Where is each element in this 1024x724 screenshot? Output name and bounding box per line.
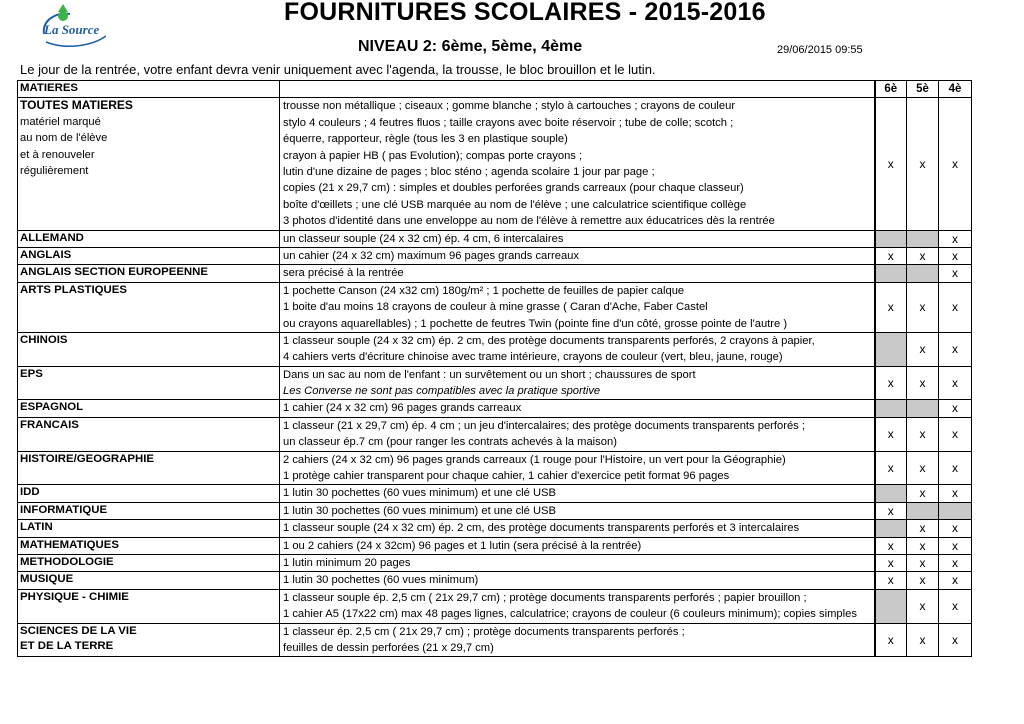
- item-line: 1 classeur (21 x 29,7 cm) ép. 4 cm ; un jeu d'intercalaires; des protège documents transparents perforés ;: [283, 419, 805, 432]
- matiere-label: METHODOLOGIE: [20, 556, 114, 569]
- level-mark-l5: x: [907, 366, 939, 400]
- item-line: 1 cahier A5 (17x22 cm) max 48 pages lignes, calculatrice; crayons de couleur (6 couleurs minimum); copies simples: [283, 608, 857, 621]
- header-row: [18, 81, 972, 98]
- level-mark-l4: x: [939, 265, 972, 282]
- item-line: Dans un sac au nom de l'enfant : un survêtement ou un short ; chaussures de sport: [283, 368, 696, 381]
- items-cell: [280, 520, 875, 537]
- matiere-line: régulièrement: [20, 164, 89, 177]
- level-mark-l5: x: [907, 417, 939, 451]
- column-header-items: [280, 81, 875, 98]
- level-mark-l4: x: [939, 572, 972, 589]
- level-mark-l4: x: [939, 537, 972, 554]
- matiere-label: HISTOIRE/GEOGRAPHIE: [20, 452, 154, 465]
- level-mark-l5: [907, 502, 939, 519]
- level-mark-l5: x: [907, 555, 939, 572]
- item-line: boîte d'œillets ; une clé USB marquée au nom de l'élève ; une calculatrice scientifique collège: [283, 198, 747, 211]
- item-line: 1 classeur ép. 2,5 cm ( 21x 29,7 cm) ; protège documents transparents perforés ;: [283, 625, 685, 638]
- level-mark-l4: [939, 502, 972, 519]
- items-cell: [280, 332, 875, 366]
- level-mark-l6: x: [875, 98, 907, 230]
- column-header-5e: 5è: [907, 81, 939, 98]
- matiere-cell: [18, 247, 280, 264]
- level-mark-l4: x: [939, 282, 972, 332]
- level-mark-l4: x: [939, 451, 972, 485]
- table-row: [18, 400, 972, 417]
- items-cell: [280, 485, 875, 502]
- matiere-label: ET DE LA TERRE: [20, 640, 114, 653]
- level-mark-l5: [907, 265, 939, 282]
- item-line: 1 ou 2 cahiers (24 x 32cm) 96 pages et 1 lutin (sera précisé à la rentrée): [283, 539, 642, 552]
- table-row: [18, 247, 972, 264]
- level-mark-l4: x: [939, 520, 972, 537]
- item-line: un cahier (24 x 32 cm) maximum 96 pages grands carreaux: [283, 249, 579, 262]
- item-line: copies (21 x 29,7 cm) : simples et doubles perforées grands carreaux (pour chaque classeur): [283, 182, 744, 195]
- level-mark-l4: x: [939, 555, 972, 572]
- item-line: 1 classeur souple ép. 2,5 cm ( 21x 29,7 cm) ; protège documents transparents perforés ; papier brouillon ;: [283, 591, 807, 604]
- level-mark-l5: [907, 230, 939, 247]
- matiere-cell: [18, 332, 280, 366]
- item-line: 1 pochette Canson (24 x32 cm) 180g/m² ; 1 pochette de feuilles de papier calque: [283, 284, 685, 297]
- matiere-cell: [18, 417, 280, 451]
- level-mark-l6: x: [875, 623, 907, 657]
- level-mark-l6: x: [875, 417, 907, 451]
- item-line: stylo 4 couleurs ; 4 feutres fluos ; taille crayons avec boite réservoir ; tube de colle; scotch ;: [283, 116, 734, 129]
- level-mark-l6: [875, 589, 907, 623]
- matiere-cell: [18, 537, 280, 554]
- items-cell: [280, 366, 875, 400]
- page-title: FOURNITURES SCOLAIRES - 2015-2016: [284, 0, 766, 26]
- level-mark-l5: x: [907, 282, 939, 332]
- matiere-label: IDD: [20, 486, 40, 499]
- matiere-label: ANGLAIS: [20, 248, 72, 261]
- matiere-cell: [18, 366, 280, 400]
- matiere-cell: [18, 400, 280, 417]
- matiere-cell: [18, 282, 280, 332]
- matiere-line: et à renouveler: [20, 148, 95, 161]
- column-header-6e: 6è: [875, 81, 907, 98]
- matiere-label: EPS: [20, 367, 43, 380]
- items-cell: [280, 247, 875, 264]
- level-mark-l6: [875, 332, 907, 366]
- matiere-cell: [18, 555, 280, 572]
- items-cell: [280, 555, 875, 572]
- level-mark-l6: x: [875, 282, 907, 332]
- items-cell: [280, 623, 875, 657]
- item-line: 3 photos d'identité dans une enveloppe au nom de l'élève à remettre aux éducatrices dès la rentrée: [283, 215, 775, 228]
- item-line: lutin d'une dizaine de pages ; bloc sténo ; agenda scolaire 1 jour par page ;: [283, 165, 655, 178]
- matiere-cell: [18, 502, 280, 519]
- level-mark-l4: x: [939, 230, 972, 247]
- item-line: 1 classeur souple (24 x 32 cm) ép. 2 cm, des protège documents transparents perforés et 3 intercalaires: [283, 522, 800, 535]
- level-mark-l4: x: [939, 589, 972, 623]
- level-mark-l5: x: [907, 589, 939, 623]
- matiere-label: MATHEMATIQUES: [20, 538, 119, 551]
- matiere-label: SCIENCES DE LA VIE: [20, 624, 137, 637]
- level-mark-l5: x: [907, 332, 939, 366]
- matiere-label: ESPAGNOL: [20, 401, 84, 414]
- items-cell: [280, 98, 875, 230]
- matiere-cell: [18, 451, 280, 485]
- level-mark-l5: x: [907, 247, 939, 264]
- item-line: équerre, rapporteur, règle (tous les 3 en plastique souple): [283, 133, 568, 146]
- item-line: trousse non métallique ; ciseaux ; gomme blanche ; stylo à cartouches ; crayons de couleur: [283, 100, 736, 113]
- level-mark-l6: [875, 485, 907, 502]
- table-row: [18, 555, 972, 572]
- table-row: [18, 572, 972, 589]
- item-line: 1 lutin 30 pochettes (60 vues minimum): [283, 574, 479, 587]
- item-line: 1 classeur souple (24 x 32 cm) ép. 2 cm, des protège documents transparents perforés, 2 crayons à papier,: [283, 334, 815, 347]
- table-row: [18, 282, 972, 332]
- level-mark-l5: [907, 400, 939, 417]
- item-line: feuilles de dessin perforées (21 x 29,7 cm): [283, 642, 494, 655]
- column-header-matieres: MATIERES: [18, 81, 280, 98]
- logo-text: La Source: [44, 22, 100, 37]
- items-cell: [280, 400, 875, 417]
- level-mark-l6: x: [875, 572, 907, 589]
- level-mark-l4: x: [939, 332, 972, 366]
- page-subtitle: NIVEAU 2: 6ème, 5ème, 4ème: [358, 38, 583, 55]
- items-cell: [280, 282, 875, 332]
- table-row: [18, 230, 972, 247]
- items-cell: [280, 451, 875, 485]
- level-mark-l5: x: [907, 451, 939, 485]
- matiere-label: ARTS PLASTIQUES: [20, 283, 127, 296]
- matiere-label: MUSIQUE: [20, 573, 74, 586]
- item-line: sera précisé à la rentrée: [283, 267, 404, 280]
- item-line: un classeur souple (24 x 32 cm) ép. 4 cm, 6 intercalaires: [283, 232, 564, 245]
- level-mark-l6: [875, 230, 907, 247]
- level-mark-l6: [875, 520, 907, 537]
- table-row: [18, 502, 972, 519]
- level-mark-l4: x: [939, 400, 972, 417]
- table-row: [18, 537, 972, 554]
- level-mark-l4: x: [939, 366, 972, 400]
- level-mark-l6: x: [875, 451, 907, 485]
- item-line: 1 lutin minimum 20 pages: [283, 557, 411, 570]
- item-line: 1 lutin 30 pochettes (60 vues minimum) et une clé USB: [283, 504, 556, 517]
- level-mark-l4: x: [939, 98, 972, 230]
- items-cell: [280, 589, 875, 623]
- level-mark-l4: x: [939, 623, 972, 657]
- items-cell: [280, 417, 875, 451]
- level-mark-l5: x: [907, 520, 939, 537]
- item-line: 4 cahiers verts d'écriture chinoise avec trame intérieure, crayons de couleur (vert, bleu, jaune, rouge): [283, 351, 783, 364]
- item-line: un classeur ép.7 cm (pour ranger les contrats achevés à la maison): [283, 436, 617, 449]
- item-line: 1 protège cahier transparent pour chaque cahier, 1 cahier d'exercice petit format 96 pages: [283, 470, 730, 483]
- table-row: [18, 332, 972, 366]
- matiere-label: ALLEMAND: [20, 231, 84, 244]
- item-line: crayon à papier HB ( pas Evolution); compas porte crayons ;: [283, 149, 583, 162]
- level-mark-l6: x: [875, 366, 907, 400]
- table-row-toutes-matieres: [18, 98, 972, 230]
- notice-text: Le jour de la rentrée, votre enfant devra venir uniquement avec l'agenda, la trousse, le bloc brouillon et le lutin.: [20, 62, 656, 77]
- level-mark-l5: x: [907, 623, 939, 657]
- matiere-cell: [18, 98, 280, 230]
- table-row: [18, 520, 972, 537]
- table-row: [18, 451, 972, 485]
- matiere-cell: [18, 623, 280, 657]
- items-cell: [280, 502, 875, 519]
- table-row: [18, 485, 972, 502]
- level-mark-l6: x: [875, 555, 907, 572]
- item-line: 1 lutin 30 pochettes (60 vues minimum) et une clé USB: [283, 487, 556, 500]
- level-mark-l4: x: [939, 247, 972, 264]
- matiere-cell: [18, 485, 280, 502]
- matiere-label: LATIN: [20, 521, 53, 534]
- level-mark-l6: [875, 265, 907, 282]
- table-row: [18, 417, 972, 451]
- table-row: [18, 589, 972, 623]
- item-line: 2 cahiers (24 x 32 cm) 96 pages grands carreaux (1 rouge pour l'Histoire, un vert pour la Géographie): [283, 453, 786, 466]
- level-mark-l5: x: [907, 98, 939, 230]
- matiere-cell: [18, 265, 280, 282]
- matiere-label: CHINOIS: [20, 333, 68, 346]
- matiere-label: INFORMATIQUE: [20, 503, 108, 516]
- level-mark-l5: x: [907, 485, 939, 502]
- items-cell: [280, 230, 875, 247]
- item-line: Les Converse ne sont pas compatibles avec la pratique sportive: [283, 385, 601, 398]
- items-cell: [280, 537, 875, 554]
- level-mark-l4: x: [939, 485, 972, 502]
- print-date: 29/06/2015 09:55: [777, 44, 863, 56]
- column-header-4e: 4è: [939, 81, 972, 98]
- table-row: [18, 623, 972, 657]
- level-mark-l6: x: [875, 537, 907, 554]
- school-logo: [36, 2, 114, 52]
- table-row: [18, 265, 972, 282]
- matiere-cell: [18, 589, 280, 623]
- matiere-line: au nom de l'élève: [20, 132, 108, 145]
- matiere-cell: [18, 520, 280, 537]
- items-cell: [280, 572, 875, 589]
- level-mark-l6: x: [875, 502, 907, 519]
- item-line: 1 cahier (24 x 32 cm) 96 pages grands carreaux: [283, 402, 522, 415]
- matiere-label: PHYSIQUE - CHIMIE: [20, 590, 129, 603]
- table-row: [18, 366, 972, 400]
- matiere-line: TOUTES MATIERES: [20, 98, 133, 113]
- item-line: ou crayons aquarellables) ; 1 pochette de feutres Twin (pointe fine d'un côté, grosse pointe de l'autre ): [283, 317, 788, 330]
- level-mark-l6: [875, 400, 907, 417]
- matiere-line: matériel marqué: [20, 115, 101, 128]
- level-mark-l5: x: [907, 537, 939, 554]
- matiere-label: ANGLAIS SECTION EUROPEENNE: [20, 266, 208, 279]
- level-mark-l5: x: [907, 572, 939, 589]
- level-mark-l6: x: [875, 247, 907, 264]
- matiere-cell: [18, 572, 280, 589]
- item-line: 1 boite d'au moins 18 crayons de couleur à mine grasse ( Caran d'Ache, Faber Castel: [283, 301, 708, 314]
- supplies-table: [17, 80, 972, 657]
- items-cell: [280, 265, 875, 282]
- matiere-cell: [18, 230, 280, 247]
- level-mark-l4: x: [939, 417, 972, 451]
- matiere-label: FRANCAIS: [20, 418, 79, 431]
